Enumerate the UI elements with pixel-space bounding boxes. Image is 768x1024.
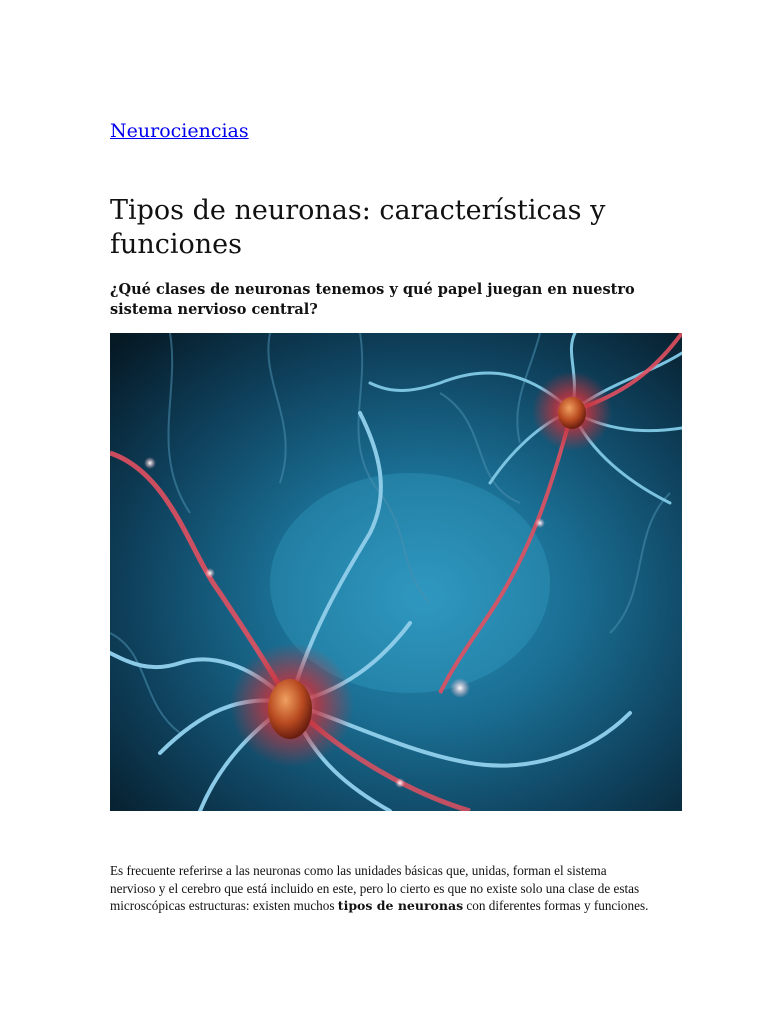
category-link[interactable]: Neurociencias — [110, 120, 249, 142]
neuron-illustration — [110, 333, 682, 811]
article-subtitle: ¿Qué clases de neuronas tenemos y qué papel juegan en nuestro sistema nervioso central? — [110, 281, 635, 318]
body-text-after: con diferentes formas y funciones. — [463, 898, 649, 913]
article-title: Tipos de neuronas: características y funciones — [110, 195, 606, 260]
bold-term: tipos de neuronas — [337, 898, 464, 913]
article-body — [110, 862, 650, 915]
body-text-before: Es frecuente referirse a las neuronas como las unidades básicas que, unidas, forman el sistema nervioso y el cerebro que está incluido en este, pero lo cierto es que no existe solo una clase de estas microscópicas estructuras: existen muchos — [110, 863, 640, 913]
